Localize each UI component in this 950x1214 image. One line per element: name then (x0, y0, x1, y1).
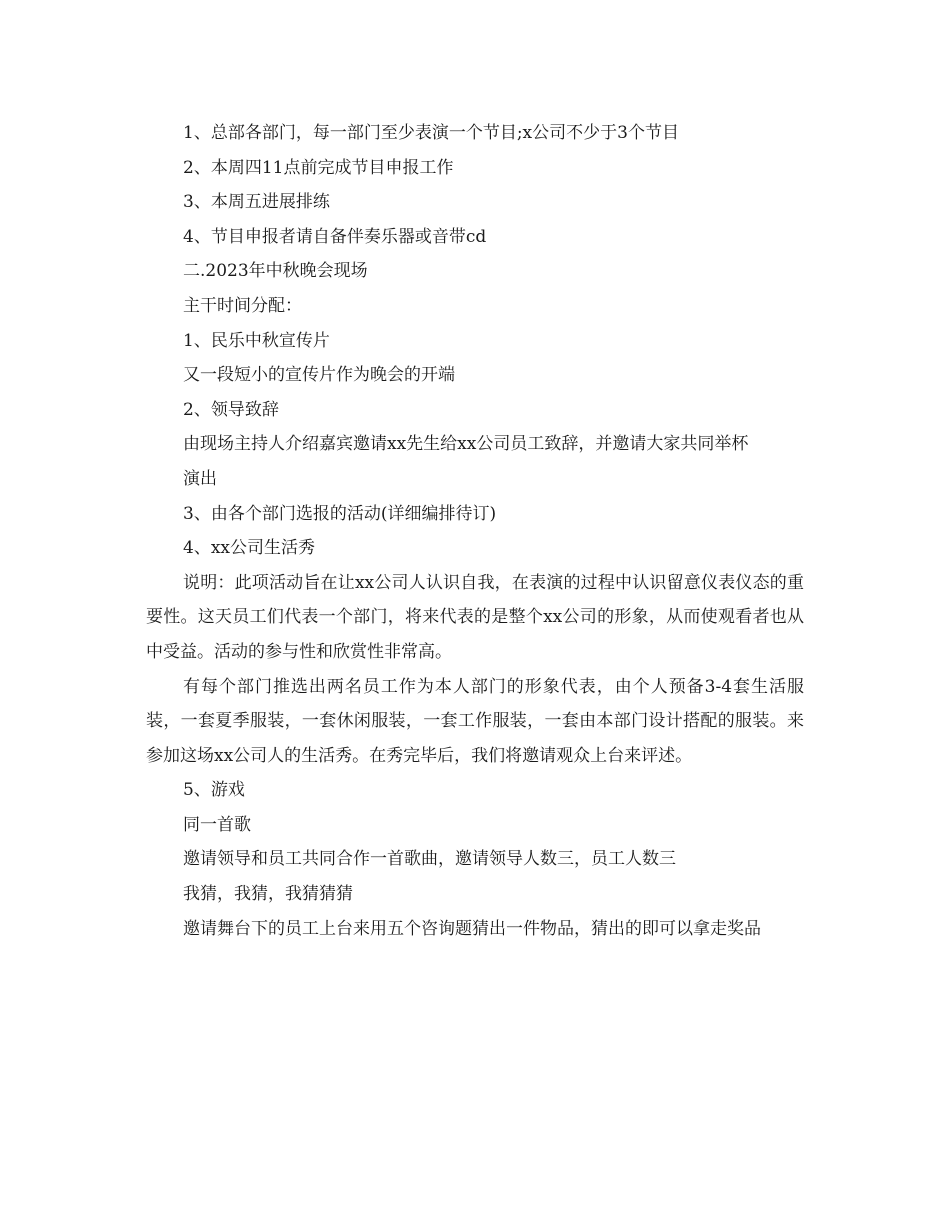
promo-film-description: 又一段短小的宣传片作为晚会的开端 (183, 365, 455, 386)
document-body (146, 116, 804, 946)
item-accompaniment: 4、节目申报者请自备伴奏乐器或音带cd (183, 226, 487, 247)
item-promo-film: 1、民乐中秋宣传片 (183, 330, 330, 351)
performance-heading: 演出 (183, 468, 217, 489)
item-department-activities: 3、由各个部门选报的活动(详细编排待订) (183, 503, 497, 524)
section-heading-gala: 二.2023年中秋晚会现场 (183, 261, 368, 282)
life-show-details: 有每个部门推选出两名员工作为本人部门的形象代表，由个人预备3-4套生活服装，一套夏季服装，一套休闲服装，一套工作服装，一套由本部门设计搭配的服装。来参加这场xx公司人的生活秀。在秀完毕后，我们将邀请观众上台来评述。 (146, 676, 804, 766)
item-games: 5、游戏 (183, 780, 245, 801)
game-guessing: 我猜，我猜，我猜猜猜 (183, 884, 353, 905)
speech-description: 由现场主持人介绍嘉宾邀请xx先生给xx公司员工致辞，并邀请大家共同举杯 (183, 434, 749, 455)
schedule-heading: 主干时间分配： (183, 295, 302, 316)
game-same-song: 同一首歌 (183, 814, 251, 835)
item-rehearsal: 3、本周五进展排练 (183, 192, 330, 213)
game-same-song-description: 邀请领导和员工共同合作一首歌曲，邀请领导人数三，员工人数三 (183, 849, 676, 870)
item-leader-speech: 2、领导致辞 (183, 399, 279, 420)
item-life-show: 4、xx公司生活秀 (183, 538, 315, 559)
life-show-note: 说明：此项活动旨在让xx公司人认识自我，在表演的过程中认识留意仪表仪态的重要性。这天员工们代表一个部门，将来代表的是整个xx公司的形象，从而使观看者也从中受益。活动的参与性和欣赏性非常高。 (146, 572, 804, 662)
game-guessing-description: 邀请舞台下的员工上台来用五个咨询题猜出一件物品，猜出的即可以拿走奖品 (183, 918, 761, 939)
item-submission-deadline: 2、本周四11点前完成节目申报工作 (183, 157, 454, 178)
item-program-requirement: 1、总部各部门，每一部门至少表演一个节目;x公司不少于3个节目 (183, 123, 679, 143)
